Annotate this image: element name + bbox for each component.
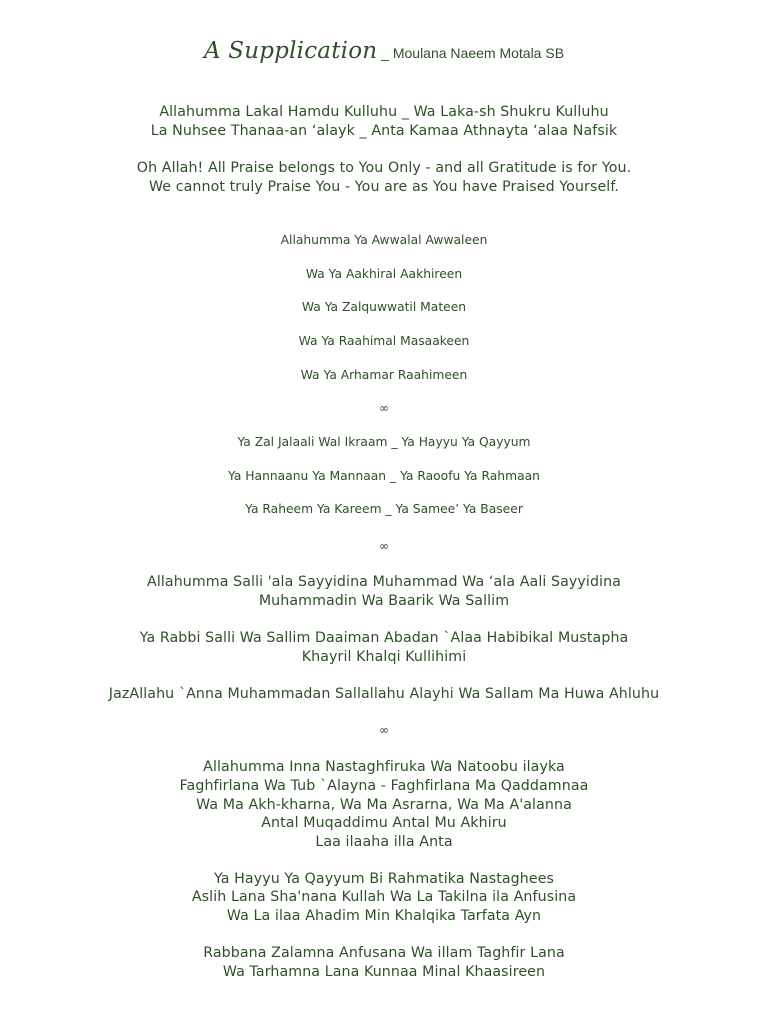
rabbana-line-2: Wa Tarhamna Lana Kunnaa Minal Khaasireen <box>222 964 546 980</box>
names-line-2: Wa Ya Aakhiral Aakhireen <box>305 267 463 281</box>
salawat-third-line: JazAllahu `Anna Muhammadan Sallallahu Alayhi Wa Sallam Ma Huwa Ahluhu <box>108 686 660 702</box>
salawat-first-line-2: Muhammadin Wa Baarik Wa Sallim <box>258 593 510 609</box>
names2-line-2: Ya Hannaanu Ya Mannaan _ Ya Raoofu Ya Rahmaan <box>228 469 540 483</box>
intro-translit-line-1: Allahumma Lakal Hamdu Kulluhu _ Wa Laka-sh Shukru Kulluhu <box>159 104 609 120</box>
rabbana-line-1: Rabbana Zalamna Anfusana Wa illam Taghfir Lana <box>203 945 565 961</box>
hayyu-line-2: Aslih Lana Sha'nana Kullah Wa La Takilna ila Anfusina <box>191 889 577 905</box>
salawat-first-line-1: Allahumma Salli 'ala Sayyidina Muhammad Wa ‘ala Aali Sayyidina <box>147 574 621 590</box>
title-script: A Supplication <box>203 38 378 64</box>
separator-3: ∞ <box>379 723 389 737</box>
salawat-second-line-1: Ya Rabbi Salli Wa Sallim Daaiman Abadan `Alaa Habibikal Mustapha <box>139 630 629 646</box>
istighfar-line-1: Allahumma Inna Nastaghfiruka Wa Natoobu ilayka <box>203 759 565 775</box>
hayyu-line-1: Ya Hayyu Ya Qayyum Bi Rahmatika Nastaghees <box>213 871 555 887</box>
intro-translation-line-1: Oh Allah! All Praise belongs to You Only - and all Gratitude is for You. <box>136 160 632 176</box>
istighfar-line-4: Antal Muqaddimu Antal Mu Akhiru <box>261 815 507 831</box>
names2-line-1: Ya Zal Jalaali Wal Ikraam _ Ya Hayyu Ya Qayyum <box>237 435 531 449</box>
istighfar-line-3: Wa Ma Akh-kharna, Wa Ma Asrarna, Wa Ma A'alanna <box>196 797 572 813</box>
names-line-5: Wa Ya Arhamar Raahimeen <box>300 368 468 382</box>
document-title <box>0 38 768 78</box>
hayyu-line-3: Wa La ilaa Ahadim Min Khalqika Tarfata Ayn <box>226 908 542 924</box>
names2-line-3: Ya Raheem Ya Kareem _ Ya Samee’ Ya Baseer <box>245 502 523 516</box>
separator-2: ∞ <box>379 539 389 553</box>
separator-1: ∞ <box>379 401 389 415</box>
intro-translation-line-2: We cannot truly Praise You - You are as You have Praised Yourself. <box>148 179 620 195</box>
istighfar-line-5: Laa ilaaha illa Anta <box>315 834 453 850</box>
intro-translit-line-2: La Nuhsee Thanaa-an ‘alayk _ Anta Kamaa Athnayta ‘alaa Nafsik <box>150 123 618 139</box>
salawat-second-line-2: Khayril Khalqi Kullihimi <box>301 649 467 665</box>
names-line-1: Allahumma Ya Awwalal Awwaleen <box>280 233 488 247</box>
title-author: _ Moulana Naeem Motala SB <box>377 45 565 61</box>
names-line-4: Wa Ya Raahimal Masaakeen <box>298 334 470 348</box>
istighfar-line-2: Faghfirlana Wa Tub `Alayna - Faghfirlana Ma Qaddamnaa <box>179 778 589 794</box>
names-line-3: Wa Ya Zalquwwatil Mateen <box>301 300 467 314</box>
